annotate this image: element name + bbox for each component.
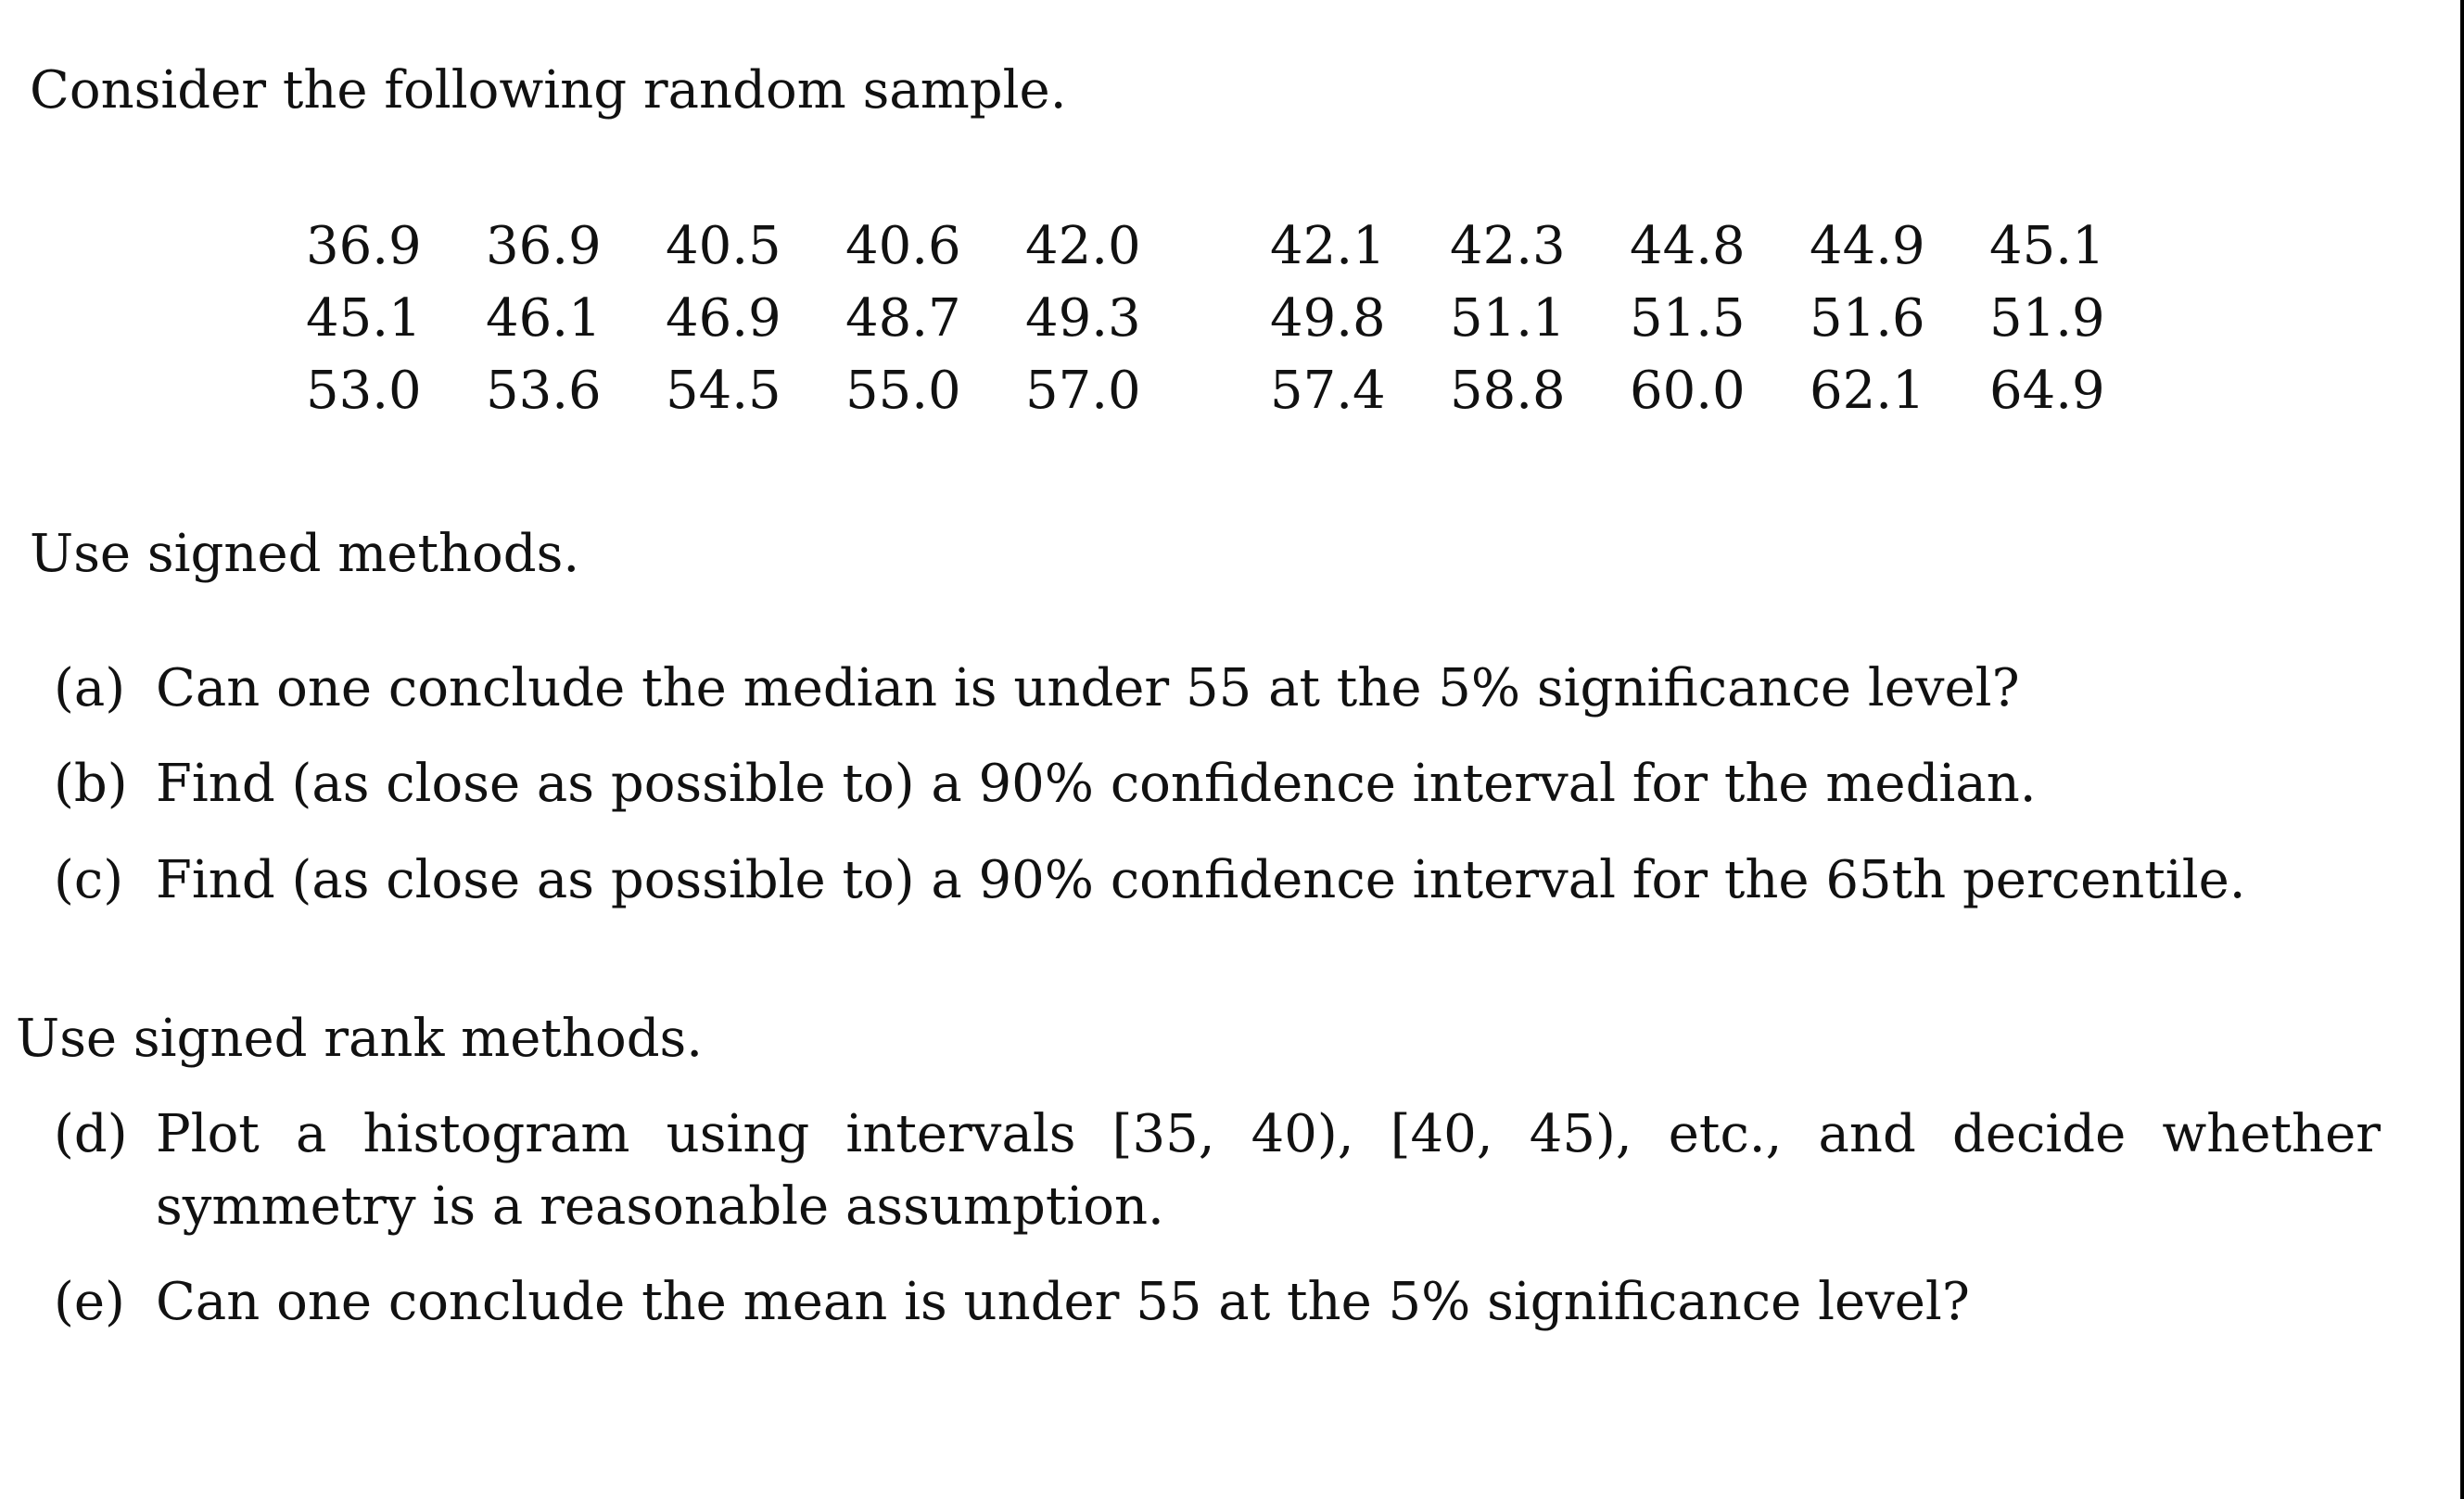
sample-value: 42.1 (1270, 216, 1386, 276)
question-text: Can one conclude the mean is under 55 at the 5% significance level? (156, 1272, 1970, 1332)
sample-value: 46.9 (666, 288, 781, 349)
sample-value: 40.6 (845, 216, 961, 276)
page-border (2460, 0, 2464, 1499)
sample-value: 45.1 (306, 288, 422, 349)
intro-text: Consider the following random sample. (30, 60, 1067, 121)
sample-value: 51.1 (1450, 288, 1566, 349)
sample-value: 51.6 (1810, 288, 1925, 349)
sample-value: 55.0 (845, 361, 961, 421)
question-text: Can one conclude the median is under 55 at the 5% significance level? (156, 658, 2020, 718)
sample-value: 49.3 (1025, 288, 1141, 349)
sample-value: 57.0 (1025, 361, 1141, 421)
sample-value: 49.8 (1270, 288, 1386, 349)
sample-value: 51.5 (1630, 288, 1746, 349)
question-label: (a) (54, 658, 126, 718)
sample-value: 64.9 (1989, 361, 2105, 421)
sample-value: 62.1 (1810, 361, 1925, 421)
question-label: (d) (54, 1104, 128, 1164)
sample-value: 42.3 (1450, 216, 1566, 276)
sample-value: 36.9 (306, 216, 422, 276)
signed-rank-methods-heading: Use signed rank methods. (16, 1009, 704, 1069)
sample-value: 60.0 (1630, 361, 1746, 421)
question-text: Find (as close as possible to) a 90% confidence interval for the 65th percentile. (156, 850, 2246, 910)
question-text: Find (as close as possible to) a 90% confidence interval for the median. (156, 754, 2037, 814)
question-label: (e) (54, 1272, 125, 1332)
sample-value: 42.0 (1025, 216, 1141, 276)
sample-value: 51.9 (1989, 288, 2105, 349)
signed-methods-heading: Use signed methods. (30, 524, 580, 584)
sample-value: 53.0 (306, 361, 422, 421)
question-text: Plot a histogram using intervals [35, 40), [40, 45), etc., and decide whether symmetry is a reasonable assumption. (156, 1104, 2381, 1237)
sample-value: 45.1 (1989, 216, 2105, 276)
sample-value: 44.9 (1810, 216, 1925, 276)
question-label: (c) (54, 850, 124, 910)
sample-value: 53.6 (486, 361, 602, 421)
sample-value: 57.4 (1270, 361, 1386, 421)
sample-value: 48.7 (845, 288, 961, 349)
sample-value: 58.8 (1450, 361, 1566, 421)
sample-value: 46.1 (486, 288, 602, 349)
sample-value: 44.8 (1630, 216, 1746, 276)
sample-value: 36.9 (486, 216, 602, 276)
sample-value: 54.5 (666, 361, 781, 421)
question-label: (b) (54, 754, 128, 814)
sample-value: 40.5 (666, 216, 781, 276)
